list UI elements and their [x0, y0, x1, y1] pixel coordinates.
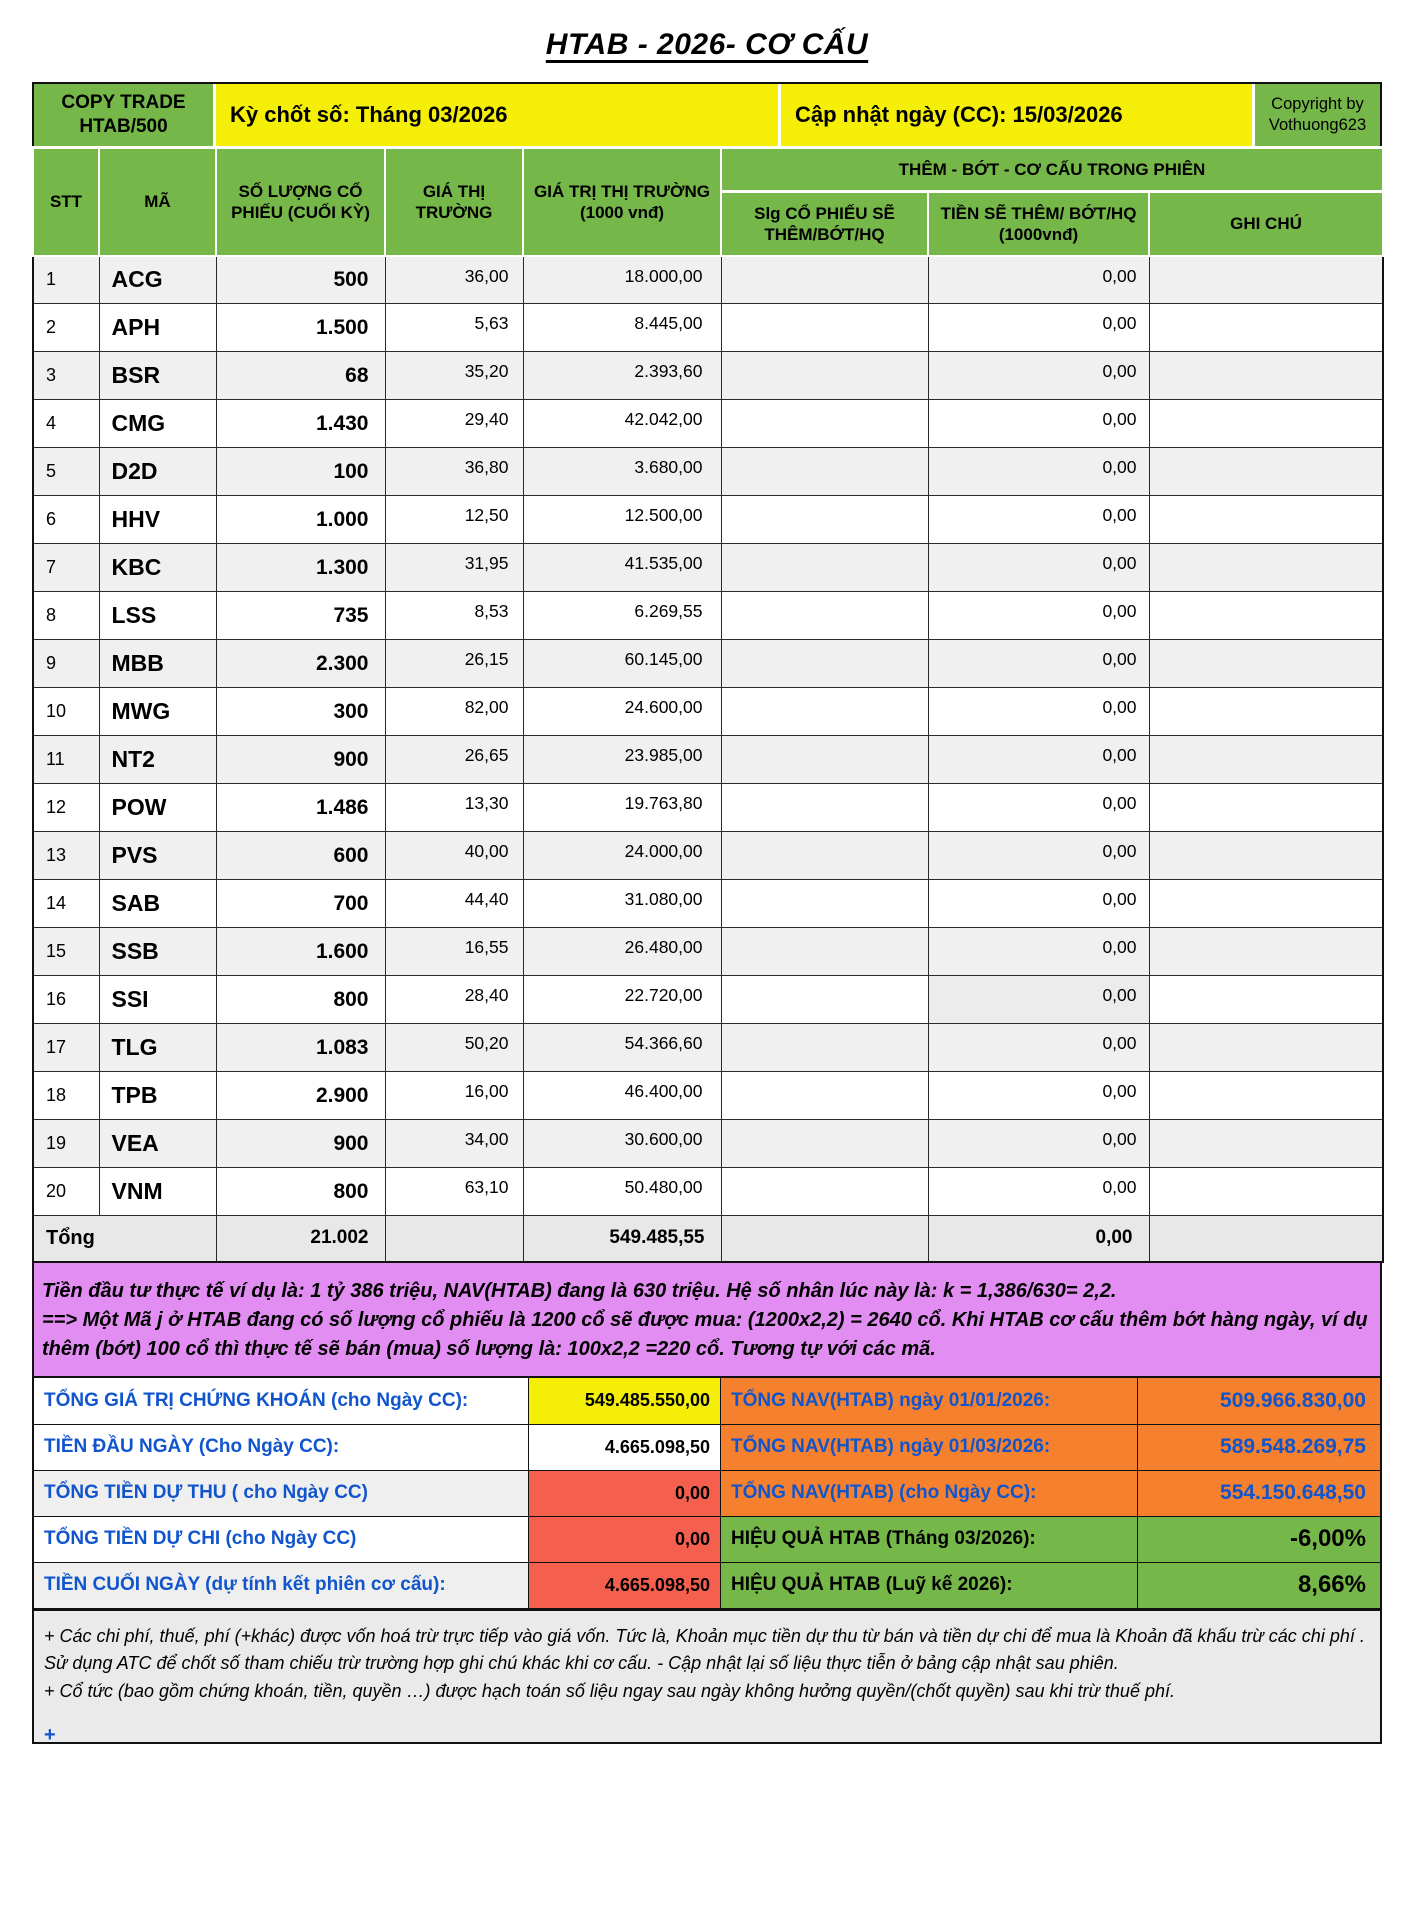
table-row: [33, 1072, 1383, 1120]
cell-stt: 11: [33, 736, 99, 784]
cell-shares-change: [721, 784, 928, 832]
stock-table-body: [33, 256, 1383, 1262]
cash-start-value: 4.665.098,50: [528, 1425, 720, 1470]
cell-market-value: 46.400,00: [523, 1072, 721, 1120]
cell-shares-change: [721, 880, 928, 928]
update-date-cell: [781, 84, 1252, 146]
cell-quantity: 300: [216, 688, 385, 736]
cell-market-value: 19.763,80: [523, 784, 721, 832]
total-label: Tổng: [33, 1216, 216, 1262]
total-empty-price: [385, 1216, 523, 1262]
cell-stt: 13: [33, 832, 99, 880]
cell-cash-change: 0,00: [928, 1168, 1149, 1216]
summary-row-4: [34, 1516, 1380, 1562]
cell-shares-change: [721, 928, 928, 976]
cell-stt: 15: [33, 928, 99, 976]
cell-ticker: NT2: [99, 736, 216, 784]
table-row: [33, 544, 1383, 592]
cell-quantity: 2.900: [216, 1072, 385, 1120]
cell-cash-change: 0,00: [928, 640, 1149, 688]
table-row: [33, 1168, 1383, 1216]
cell-market-value: 41.535,00: [523, 544, 721, 592]
cell-market-price: 12,50: [385, 496, 523, 544]
summary-row-1: [34, 1378, 1380, 1424]
cell-shares-change: [721, 304, 928, 352]
cell-note: [1149, 832, 1383, 880]
cell-stt: 19: [33, 1120, 99, 1168]
cash-end-label: TIỀN CUỐI NGÀY (dự tính kết phiên cơ cấu):: [34, 1563, 528, 1608]
cell-market-price: 36,80: [385, 448, 523, 496]
cell-cash-change: 0,00: [928, 400, 1149, 448]
table-row: [33, 400, 1383, 448]
cell-ticker: POW: [99, 784, 216, 832]
cell-quantity: 1.500: [216, 304, 385, 352]
expected-payments-value: 0,00: [528, 1517, 720, 1562]
cell-shares-change: [721, 1072, 928, 1120]
cell-quantity: 700: [216, 880, 385, 928]
cell-ticker: BSR: [99, 352, 216, 400]
cell-cash-change: 0,00: [928, 256, 1149, 304]
cell-stt: 16: [33, 976, 99, 1024]
cell-shares-change: [721, 832, 928, 880]
total-market-value: 549.485,55: [523, 1216, 721, 1262]
table-row: [33, 352, 1383, 400]
cell-note: [1149, 1120, 1383, 1168]
table-row: [33, 448, 1383, 496]
cell-stt: 12: [33, 784, 99, 832]
cell-quantity: 1.486: [216, 784, 385, 832]
cell-market-price: 29,40: [385, 400, 523, 448]
col-header-group-them-bot: THÊM - BỚT - CƠ CẤU TRONG PHIÊN: [721, 148, 1383, 192]
cell-market-price: 44,40: [385, 880, 523, 928]
total-empty-shares: [721, 1216, 928, 1262]
cell-ticker: SSI: [99, 976, 216, 1024]
table-row: [33, 304, 1383, 352]
nav-0101-label: TỔNG NAV(HTAB) ngày 01/01/2026:: [720, 1378, 1137, 1424]
cell-shares-change: [721, 688, 928, 736]
cell-quantity: 1.300: [216, 544, 385, 592]
cell-market-price: 35,20: [385, 352, 523, 400]
cell-shares-change: [721, 400, 928, 448]
cell-quantity: 900: [216, 736, 385, 784]
cell-stt: 5: [33, 448, 99, 496]
cell-cash-change: 0,00: [928, 928, 1149, 976]
cell-ticker: LSS: [99, 592, 216, 640]
multiplier-note-line2: ==> Một Mã j ở HTAB đang có số lượng cổ phiếu là 1200 cổ sẽ được mua: (1200x2,2) = 2640 cổ. Khi HTAB cơ cấu thêm bớt hàng ngày, ví dụ thêm (bớt) 100 cổ thì thực tế sẽ bán (mua) số lượng là: 100x2,2 =220 cổ. Tương tự với các mã.: [42, 1308, 1368, 1360]
col-header-stt: STT: [33, 148, 99, 256]
cell-shares-change: [721, 736, 928, 784]
cell-market-price: 63,10: [385, 1168, 523, 1216]
cell-shares-change: [721, 448, 928, 496]
cell-note: [1149, 688, 1383, 736]
cell-ticker: D2D: [99, 448, 216, 496]
total-cash-change: 0,00: [928, 1216, 1149, 1262]
cell-market-value: 24.000,00: [523, 832, 721, 880]
footnote-line2: + Cổ tức (bao gồm chứng khoán, tiền, quyền …) được hạch toán số liệu ngay sau ngày không hưởng quyền/(chốt quyền) sau khi trừ thuế phí.: [44, 1681, 1175, 1702]
cell-shares-change: [721, 1168, 928, 1216]
cell-market-price: 36,00: [385, 256, 523, 304]
cell-market-price: 16,55: [385, 928, 523, 976]
footnotes-box: [32, 1610, 1382, 1747]
nav-0103-label: TỔNG NAV(HTAB) ngày 01/03/2026:: [720, 1425, 1137, 1470]
cell-ticker: ACG: [99, 256, 216, 304]
cell-market-value: 24.600,00: [523, 688, 721, 736]
cell-note: [1149, 496, 1383, 544]
cell-market-price: 5,63: [385, 304, 523, 352]
cell-market-value: 3.680,00: [523, 448, 721, 496]
cell-shares-change: [721, 1024, 928, 1072]
cell-market-value: 22.720,00: [523, 976, 721, 1024]
spreadsheet: [32, 82, 1382, 1747]
cell-note: [1149, 304, 1383, 352]
cell-market-price: 16,00: [385, 1072, 523, 1120]
cell-cash-change: 0,00: [928, 1024, 1149, 1072]
cell-shares-change: [721, 352, 928, 400]
page-title: HTAB - 2026- CƠ CẤU: [545, 28, 869, 61]
table-row: [33, 640, 1383, 688]
cell-stt: 7: [33, 544, 99, 592]
cell-note: [1149, 352, 1383, 400]
nav-cc-label: TỔNG NAV(HTAB) (cho Ngày CC):: [720, 1471, 1137, 1516]
cell-market-price: 40,00: [385, 832, 523, 880]
table-row: [33, 976, 1383, 1024]
cell-stt: 20: [33, 1168, 99, 1216]
cell-market-value: 26.480,00: [523, 928, 721, 976]
col-header-so-luong: SỐ LƯỢNG CỔ PHIẾU (CUỐI KỲ): [216, 148, 385, 256]
cell-note: [1149, 1072, 1383, 1120]
summary-row-2: [34, 1424, 1380, 1470]
total-empty-note: [1149, 1216, 1383, 1262]
cell-quantity: 735: [216, 592, 385, 640]
summary-row-5: [34, 1562, 1380, 1608]
cell-cash-change: 0,00: [928, 304, 1149, 352]
copyright-line1: Copyright by: [1271, 94, 1364, 113]
cell-ticker: VNM: [99, 1168, 216, 1216]
cell-market-value: 18.000,00: [523, 256, 721, 304]
copy-trade-line2: HTAB/500: [79, 116, 168, 137]
cell-note: [1149, 928, 1383, 976]
cell-quantity: 500: [216, 256, 385, 304]
cell-market-value: 60.145,00: [523, 640, 721, 688]
cell-shares-change: [721, 256, 928, 304]
cell-shares-change: [721, 592, 928, 640]
cell-shares-change: [721, 544, 928, 592]
col-header-gia-tri: GIÁ TRỊ THỊ TRƯỜNG (1000 vnđ): [523, 148, 721, 256]
col-header-ma: MÃ: [99, 148, 216, 256]
cell-note: [1149, 256, 1383, 304]
cell-stt: 3: [33, 352, 99, 400]
performance-month-value: -6,00%: [1137, 1517, 1380, 1562]
cell-market-value: 2.393,60: [523, 352, 721, 400]
header-band: [32, 82, 1382, 146]
cell-ticker: MBB: [99, 640, 216, 688]
cell-cash-change: 0,00: [928, 736, 1149, 784]
cell-stt: 8: [33, 592, 99, 640]
cell-market-price: 31,95: [385, 544, 523, 592]
cell-quantity: 100: [216, 448, 385, 496]
cell-market-price: 8,53: [385, 592, 523, 640]
cell-note: [1149, 544, 1383, 592]
cell-stt: 1: [33, 256, 99, 304]
cell-market-value: 31.080,00: [523, 880, 721, 928]
cell-stt: 17: [33, 1024, 99, 1072]
cell-cash-change: 0,00: [928, 1072, 1149, 1120]
cell-ticker: SSB: [99, 928, 216, 976]
cell-cash-change: 0,00: [928, 496, 1149, 544]
col-header-slg-thay-doi: Slg CỔ PHIẾU SẼ THÊM/BỚT/HQ: [721, 192, 928, 256]
table-row: [33, 736, 1383, 784]
cell-market-price: 50,20: [385, 1024, 523, 1072]
cell-market-price: 26,65: [385, 736, 523, 784]
cell-note: [1149, 592, 1383, 640]
cell-quantity: 1.430: [216, 400, 385, 448]
performance-ytd-value: 8,66%: [1137, 1563, 1380, 1608]
cell-note: [1149, 640, 1383, 688]
cell-quantity: 900: [216, 1120, 385, 1168]
cash-start-label: TIỀN ĐẦU NGÀY (Cho Ngày CC):: [44, 1436, 340, 1457]
table-row: [33, 496, 1383, 544]
cell-shares-change: [721, 640, 928, 688]
cell-shares-change: [721, 976, 928, 1024]
expected-receipts-label: TỔNG TIỀN DỰ THU ( cho Ngày CC): [34, 1471, 528, 1516]
cell-stt: 9: [33, 640, 99, 688]
stock-table-header: [33, 148, 1383, 256]
cell-quantity: 68: [216, 352, 385, 400]
table-row: [33, 1120, 1383, 1168]
copyright-cell: [1255, 84, 1380, 146]
cell-cash-change: 0,00: [928, 592, 1149, 640]
cell-market-value: 30.600,00: [523, 1120, 721, 1168]
cell-ticker: HHV: [99, 496, 216, 544]
cell-note: [1149, 736, 1383, 784]
total-securities-label: TỔNG GIÁ TRỊ CHỨNG KHOÁN (cho Ngày CC):: [44, 1389, 469, 1411]
plus-link[interactable]: +: [44, 1724, 56, 1747]
cell-cash-change: 0,00: [928, 544, 1149, 592]
cell-ticker: VEA: [99, 1120, 216, 1168]
cell-ticker: SAB: [99, 880, 216, 928]
cell-market-price: 26,15: [385, 640, 523, 688]
cell-quantity: 600: [216, 832, 385, 880]
cell-note: [1149, 976, 1383, 1024]
cell-stt: 10: [33, 688, 99, 736]
performance-ytd-label: HIỆU QUẢ HTAB (Luỹ kế 2026):: [720, 1563, 1137, 1608]
cell-quantity: 1.600: [216, 928, 385, 976]
cell-ticker: CMG: [99, 400, 216, 448]
table-row: [33, 1024, 1383, 1072]
cell-cash-change: 0,00: [928, 976, 1149, 1024]
cell-market-value: 12.500,00: [523, 496, 721, 544]
cell-quantity: 1.083: [216, 1024, 385, 1072]
expected-receipts-value: 0,00: [528, 1471, 720, 1516]
table-row: [33, 256, 1383, 304]
copyright-line2: Vothuong623: [1268, 116, 1367, 134]
summary-row-3: [34, 1470, 1380, 1516]
table-row: [33, 784, 1383, 832]
cell-ticker: MWG: [99, 688, 216, 736]
cell-market-price: 82,00: [385, 688, 523, 736]
cell-stt: 6: [33, 496, 99, 544]
cell-market-value: 8.445,00: [523, 304, 721, 352]
total-row: [33, 1216, 1383, 1262]
cell-stt: 2: [33, 304, 99, 352]
cell-market-value: 23.985,00: [523, 736, 721, 784]
nav-cc-value: 554.150.648,50: [1137, 1471, 1380, 1516]
cell-note: [1149, 1024, 1383, 1072]
cell-market-value: 54.366,60: [523, 1024, 721, 1072]
cell-stt: 4: [33, 400, 99, 448]
cell-shares-change: [721, 496, 928, 544]
cell-ticker: TLG: [99, 1024, 216, 1072]
multiplier-note-line1: Tiền đầu tư thực tế ví dụ là: 1 tỷ 386 triệu, NAV(HTAB) đang là 630 triệu. Hệ số nhân lúc này là: k = 1,386/630= 2,2.: [42, 1279, 1117, 1302]
cell-market-value: 6.269,55: [523, 592, 721, 640]
cell-market-price: 13,30: [385, 784, 523, 832]
cell-cash-change: 0,00: [928, 880, 1149, 928]
table-row: [33, 688, 1383, 736]
cell-cash-change: 0,00: [928, 1120, 1149, 1168]
table-row: [33, 880, 1383, 928]
total-securities-value: 549.485.550,00: [528, 1378, 720, 1424]
cell-note: [1149, 448, 1383, 496]
cell-ticker: PVS: [99, 832, 216, 880]
period-cell: [216, 84, 778, 146]
cell-market-price: 34,00: [385, 1120, 523, 1168]
copy-trade-cell: [34, 84, 213, 146]
cell-quantity: 800: [216, 1168, 385, 1216]
cell-ticker: APH: [99, 304, 216, 352]
cell-ticker: KBC: [99, 544, 216, 592]
cell-quantity: 2.300: [216, 640, 385, 688]
cell-cash-change: 0,00: [928, 784, 1149, 832]
cell-note: [1149, 400, 1383, 448]
col-header-gia-thi-truong: GIÁ THỊ TRƯỜNG: [385, 148, 523, 256]
col-header-tien-thay-doi: TIỀN SẼ THÊM/ BỚT/HQ (1000vnđ): [928, 192, 1149, 256]
footnote-line1: + Các chi phí, thuế, phí (+khác) được vốn hoá trừ trực tiếp vào giá vốn. Tức là, Khoản mục tiền dự thu từ bán và tiền dự chi để mua là Khoản đã khấu trừ các chi phí . Sử dụng ATC để chốt số tham chiếu trừ trường hợp ghi chú khác khi cơ cấu. - Cập nhật lại số liệu thực tiễn ở bảng cập nhật sau phiên.: [44, 1625, 1365, 1674]
cell-cash-change: 0,00: [928, 352, 1149, 400]
multiplier-note-box: [32, 1263, 1382, 1378]
cell-stt: 14: [33, 880, 99, 928]
cell-note: [1149, 1168, 1383, 1216]
nav-0101-value: 509.966.830,00: [1137, 1378, 1380, 1424]
cell-quantity: 1.000: [216, 496, 385, 544]
table-row: [33, 592, 1383, 640]
cell-shares-change: [721, 1120, 928, 1168]
stock-table: [32, 146, 1384, 1263]
update-date-label: Cập nhật ngày (CC): 15/03/2026: [795, 102, 1123, 127]
summary-section: [32, 1378, 1382, 1610]
col-header-ghi-chu: GHI CHÚ: [1149, 192, 1383, 256]
total-quantity: 21.002: [216, 1216, 385, 1262]
cell-market-price: 28,40: [385, 976, 523, 1024]
cell-note: [1149, 784, 1383, 832]
copy-trade-line1: COPY TRADE: [61, 92, 186, 114]
table-row: [33, 832, 1383, 880]
expected-payments-label: TỔNG TIỀN DỰ CHI (cho Ngày CC): [44, 1528, 357, 1549]
cell-ticker: TPB: [99, 1072, 216, 1120]
period-label: Kỳ chốt số: Tháng 03/2026: [230, 102, 508, 127]
cell-market-value: 42.042,00: [523, 400, 721, 448]
cell-cash-change: 0,00: [928, 832, 1149, 880]
nav-0103-value: 589.548.269,75: [1137, 1425, 1380, 1470]
cell-cash-change: 0,00: [928, 688, 1149, 736]
cash-end-value: 4.665.098,50: [528, 1563, 720, 1608]
cell-cash-change: 0,00: [928, 448, 1149, 496]
cell-market-value: 50.480,00: [523, 1168, 721, 1216]
cell-stt: 18: [33, 1072, 99, 1120]
cell-quantity: 800: [216, 976, 385, 1024]
performance-month-label: HIỆU QUẢ HTAB (Tháng 03/2026):: [720, 1517, 1137, 1562]
table-row: [33, 928, 1383, 976]
cell-note: [1149, 880, 1383, 928]
